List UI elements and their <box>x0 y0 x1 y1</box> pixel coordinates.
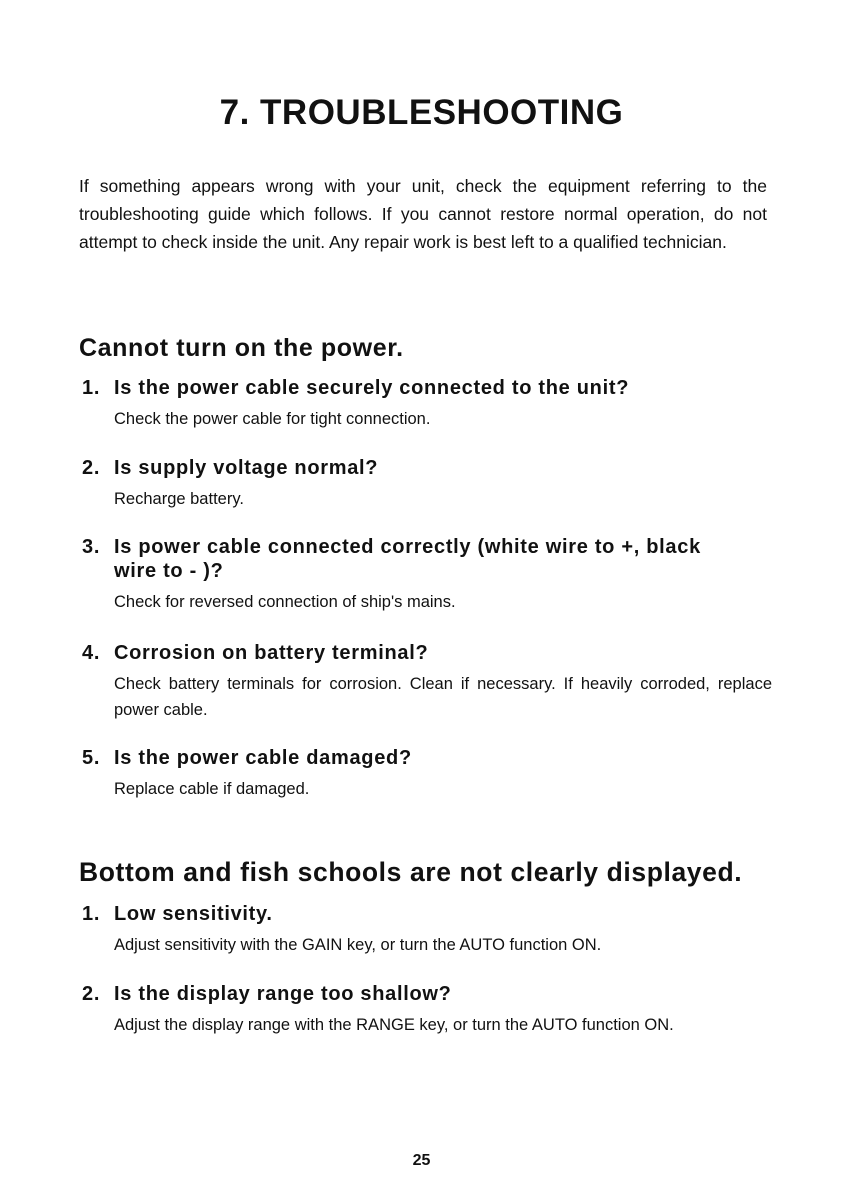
troubleshoot-item <box>82 902 772 958</box>
troubleshoot-item <box>82 641 772 723</box>
item-number: 1. <box>82 903 101 925</box>
item-answer: Check for reversed connection of ship's mains. <box>114 593 456 611</box>
item-question-row <box>82 746 772 770</box>
item-number: 1. <box>82 377 101 399</box>
item-number: 5. <box>82 747 101 769</box>
item-question: Corrosion on battery terminal? <box>114 642 429 664</box>
item-answer: Replace cable if damaged. <box>114 780 310 798</box>
item-question-row <box>82 641 772 665</box>
item-answer: Check battery terminals for corrosion. Clean if necessary. If heavily corroded, replace power cable. <box>114 675 772 719</box>
item-question: Is the display range too shallow? <box>114 983 452 1005</box>
section-heading-display: Bottom and fish schools are not clearly displayed. <box>79 857 743 887</box>
troubleshoot-item <box>82 746 772 802</box>
section-heading-power: Cannot turn on the power. <box>79 334 404 362</box>
item-number: 3. <box>82 536 101 558</box>
troubleshoot-item <box>82 535 772 615</box>
item-answer: Adjust sensitivity with the GAIN key, or turn the AUTO function ON. <box>114 936 602 954</box>
item-question-row <box>82 982 772 1006</box>
item-question: Is power cable connected correctly (white wire to +, black wire to - )? <box>114 536 701 582</box>
item-number: 2. <box>82 983 101 1005</box>
item-question: Is supply voltage normal? <box>114 457 379 479</box>
item-question-row <box>82 902 772 926</box>
item-question-row <box>82 535 772 583</box>
item-answer: Check the power cable for tight connection. <box>114 410 431 428</box>
item-answer: Adjust the display range with the RANGE key, or turn the AUTO function ON. <box>114 1016 674 1034</box>
troubleshoot-item <box>82 456 772 512</box>
item-answer: Recharge battery. <box>114 490 244 508</box>
intro-paragraph: If something appears wrong with your unit, check the equipment referring to the troubleshooting guide which follows. If you cannot restore normal operation, do not attempt to check inside the unit. Any repair work is best left to a qualified technician. <box>79 176 767 252</box>
item-question: Is the power cable damaged? <box>114 747 412 769</box>
item-number: 2. <box>82 457 101 479</box>
item-number: 4. <box>82 642 101 664</box>
item-question: Low sensitivity. <box>114 903 273 925</box>
troubleshoot-item <box>82 376 772 432</box>
item-question-row <box>82 376 772 400</box>
page-number: 25 <box>412 1152 431 1169</box>
page-title: 7. TROUBLESHOOTING <box>219 93 624 132</box>
item-question: Is the power cable securely connected to the unit? <box>114 377 630 399</box>
item-question-row <box>82 456 772 480</box>
troubleshoot-item <box>82 982 772 1038</box>
